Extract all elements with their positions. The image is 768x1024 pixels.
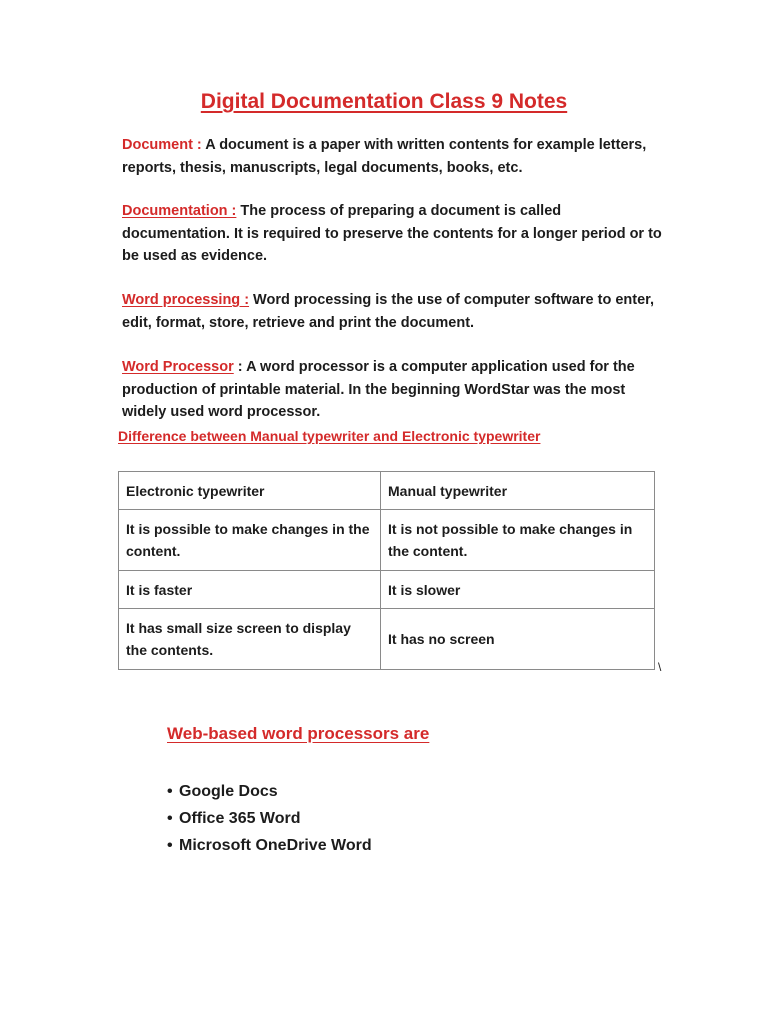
definition-text: The process of preparing a document is called documentation. It is required to preserve the contents for a longer period or to be used as evidence.: [122, 203, 662, 264]
definition-document: [122, 134, 662, 179]
table-cell: It is not possible to make changes in the content.: [381, 510, 655, 571]
table-row: [119, 571, 655, 609]
definition-text: A document is a paper with written contents for example letters, reports, thesis, manuscripts, legal documents, books, etc.: [122, 137, 647, 176]
list-item: [167, 805, 372, 832]
stray-backslash: \: [658, 660, 662, 674]
table-cell: Electronic typewriter: [119, 472, 381, 510]
bullet-icon: •: [167, 837, 173, 854]
definition-word-processing: [122, 289, 662, 334]
web-based-list: [167, 778, 372, 859]
table-cell: It is faster: [119, 571, 381, 609]
definition-text: Word processing is the use of computer software to enter, edit, format, store, retrieve and print the document.: [122, 292, 655, 331]
bullet-icon: •: [167, 810, 173, 827]
definition-documentation: [122, 200, 662, 268]
list-item-label: Microsoft OneDrive Word: [179, 837, 372, 854]
list-item-label: Office 365 Word: [179, 810, 301, 827]
bullet-icon: •: [167, 783, 173, 800]
page-title: Digital Documentation Class 9 Notes: [200, 90, 568, 113]
definition-term: Word Processor: [122, 359, 234, 375]
definition-term: Document :: [122, 137, 202, 153]
table-row: [119, 472, 655, 510]
comparison-table: [118, 471, 655, 670]
table-cell: Manual typewriter: [381, 472, 655, 510]
list-item-label: Google Docs: [179, 783, 278, 800]
table-cell: It has no screen: [381, 609, 655, 670]
web-based-heading: Web-based word processors are: [167, 724, 430, 743]
table-cell: It has small size screen to display the contents.: [119, 609, 381, 670]
table-row: [119, 609, 655, 670]
definition-term: Word processing :: [122, 292, 250, 308]
table-cell: It is slower: [381, 571, 655, 609]
comparison-heading: Difference between Manual typewriter and Electronic typewriter: [118, 428, 541, 444]
table-row: [119, 510, 655, 571]
list-item: [167, 778, 372, 805]
definition-term: Documentation :: [122, 203, 237, 219]
definition-word-processor: [122, 356, 662, 424]
table-cell: It is possible to make changes in the content.: [119, 510, 381, 571]
definition-text: : A word processor is a computer application used for the production of printable material. In the beginning WordStar was the most widely used word processor.: [122, 359, 635, 420]
list-item: [167, 832, 372, 859]
